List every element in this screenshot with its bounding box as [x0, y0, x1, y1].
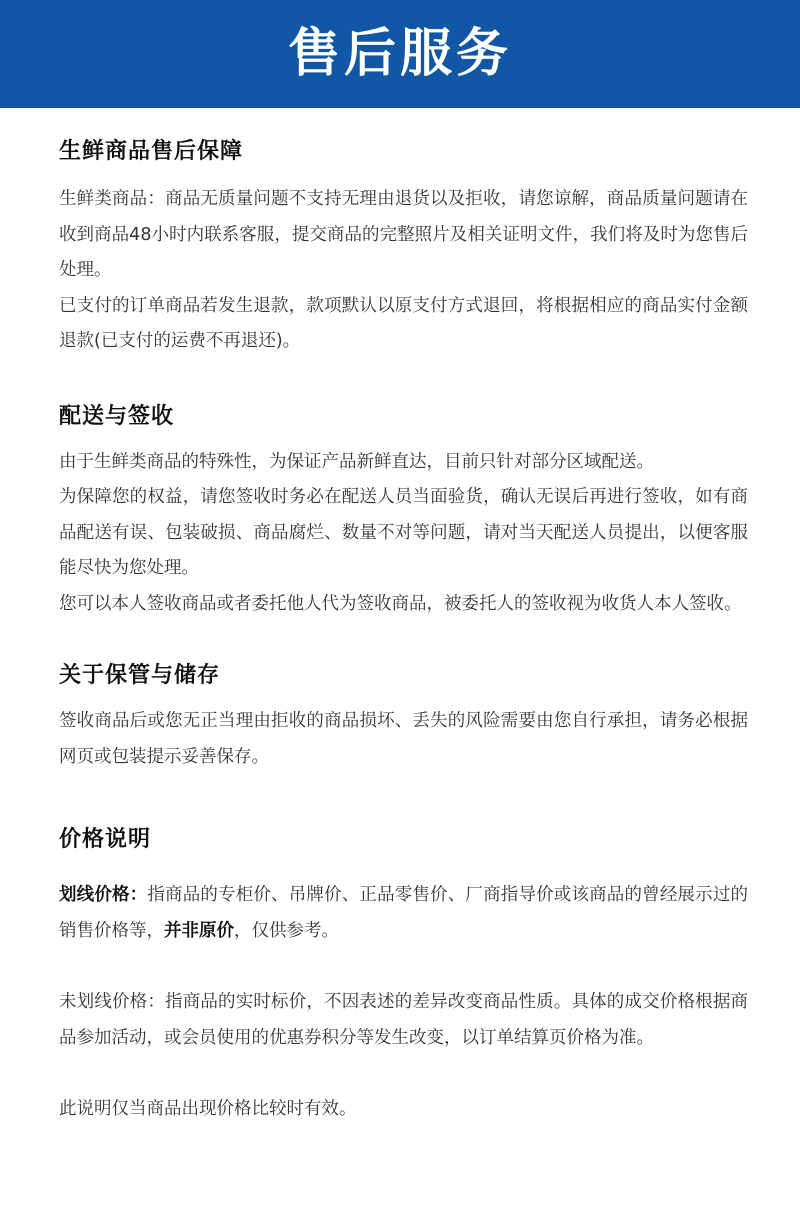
- section-title: 配送与签收: [59, 403, 175, 429]
- non-strikethrough-price-paragraph: 未划线价格：指商品的实时标价，不因表述的差异改变商品性质。具体的成交价格根据商品参加活动，或会员使用的优惠券积分等发生改变，以订单结算页价格为准。: [59, 992, 748, 1048]
- paragraph: 已支付的订单商品若发生退款，款项默认以原支付方式退回，将根据相应的商品实付金额退款(已支付的运费不再退还)。: [59, 295, 748, 351]
- price-note: 此说明仅当商品出现价格比较时有效。: [59, 1099, 357, 1119]
- section-storage: [59, 622, 748, 775]
- section-fresh-after-sales: [59, 108, 748, 360]
- strikethrough-price-text: 指商品的专柜价、吊牌价、正品零售价、厂商指导价或该商品的曾经展示过的销售价格等，: [59, 885, 749, 941]
- after-sales-content: [0, 108, 800, 1128]
- strikethrough-price-label: 划线价格：: [59, 885, 148, 905]
- strikethrough-price-text-end: ，仅供参考。: [234, 920, 339, 941]
- paragraph: 您可以本人签收商品或者委托他人代为签收商品，被委托人的签收视为收货人本人签收。: [59, 593, 742, 614]
- page-title: 售后服务: [287, 24, 512, 84]
- paragraph: 签收商品后或您无正当理由拒收的商品损坏、丢失的风险需要由您自行承担，请务必根据网页或包装提示妥善保存。: [59, 711, 748, 767]
- strikethrough-price-paragraph: [59, 878, 748, 949]
- section-price-explanation: [59, 775, 748, 1128]
- section-title: 价格说明: [59, 827, 152, 852]
- section-title: 生鲜商品售后保障: [59, 139, 244, 164]
- not-original-price-emphasis: 并非原价: [164, 920, 234, 941]
- section-title: 关于保管与储存: [59, 663, 221, 688]
- paragraph: 由于生鲜类商品的特殊性，为保证产品新鲜直达，目前只针对部分区域配送。: [59, 451, 654, 472]
- page-banner: [0, 0, 800, 108]
- paragraph: 生鲜类商品：商品无质量问题不支持无理由退货以及拒收，请您谅解，商品质量问题请在收到商品48小时内联系客服，提交商品的完整照片及相关证明文件，我们将及时为您售后处理。: [59, 189, 748, 280]
- paragraph: 为保障您的权益，请您签收时务必在配送人员当面验货，确认无误后再进行签收，如有商品配送有误、包装破损、商品腐烂、数量不对等问题，请对当天配送人员提出，以便客服能尽快为您处理。: [59, 487, 748, 578]
- section-delivery-signing: [59, 360, 748, 623]
